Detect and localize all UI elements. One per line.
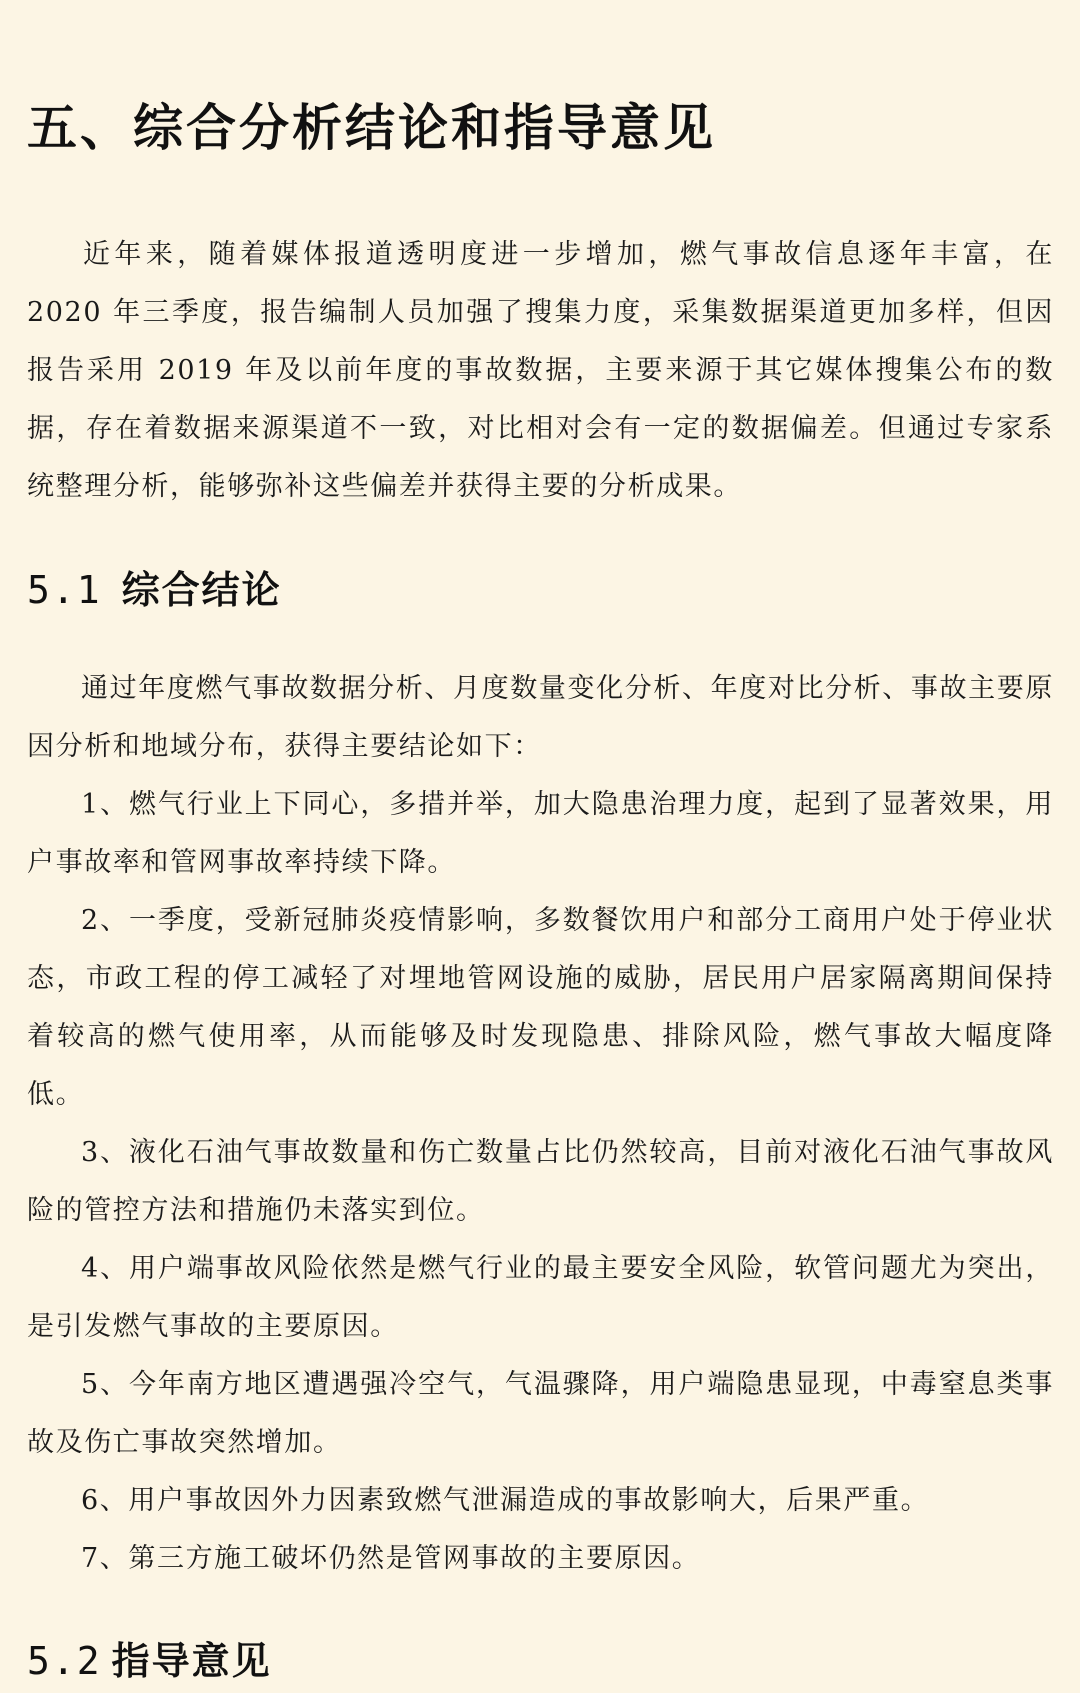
conclusion-item-1: 1、燃气行业上下同心，多措并举，加大隐患治理力度，起到了显著效果，用户事故率和管网事故率持续下降。	[27, 789, 1054, 878]
section-title: 五、综合分析结论和指导意见	[27, 99, 716, 157]
conclusion-item-6: 6、用户事故因外力因素致燃气泄漏造成的事故影响大，后果严重。	[81, 1485, 930, 1516]
conclusions-block	[27, 660, 1054, 1588]
subsection-title: 综合结论	[121, 568, 282, 612]
conclusion-item-7: 7、第三方施工破坏仍然是管网事故的主要原因。	[81, 1543, 701, 1574]
subsection-heading-guidance	[27, 1633, 272, 1689]
subsection-number: 5.2	[27, 1639, 102, 1683]
conclusion-item-3: 3、液化石油气事故数量和伤亡数量占比仍然较高，目前对液化石油气事故风险的管控方法和措施仍未落实到位。	[27, 1137, 1054, 1226]
subsection-title: 指导意见	[111, 1639, 272, 1683]
subsection-heading-conclusions	[27, 562, 282, 618]
subsection-number: 5.1	[27, 568, 102, 612]
intro-paragraph: 近年来，随着媒体报道透明度进一步增加，燃气事故信息逐年丰富，在 2020 年三季度，报告编制人员加强了搜集力度，采集数据渠道更加多样，但因报告采用 2019 年及以前年度的事故数据，主要来源于其它媒体搜集公布的数据，存在着数据来源渠道不一致，对比相对会有一定的数据偏差。但通过专家系统整理分析，能够弥补这些偏差并获得主要的分析成果。	[27, 239, 1054, 502]
conclusion-item-5: 5、今年南方地区遭遇强冷空气，气温骤降，用户端隐患显现，中毒窒息类事故及伤亡事故突然增加。	[27, 1369, 1054, 1458]
conclusion-item-4: 4、用户端事故风险依然是燃气行业的最主要安全风险，软管问题尤为突出，是引发燃气事故的主要原因。	[27, 1253, 1054, 1342]
intro-block	[27, 226, 1054, 516]
conclusions-lead: 通过年度燃气事故数据分析、月度数量变化分析、年度对比分析、事故主要原因分析和地域分布，获得主要结论如下：	[27, 673, 1054, 762]
conclusion-item-2: 2、一季度，受新冠肺炎疫情影响，多数餐饮用户和部分工商用户处于停业状态，市政工程的停工减轻了对埋地管网设施的威胁，居民用户居家隔离期间保持着较高的燃气使用率，从而能够及时发现隐患、排除风险，燃气事故大幅度降低。	[27, 905, 1054, 1110]
